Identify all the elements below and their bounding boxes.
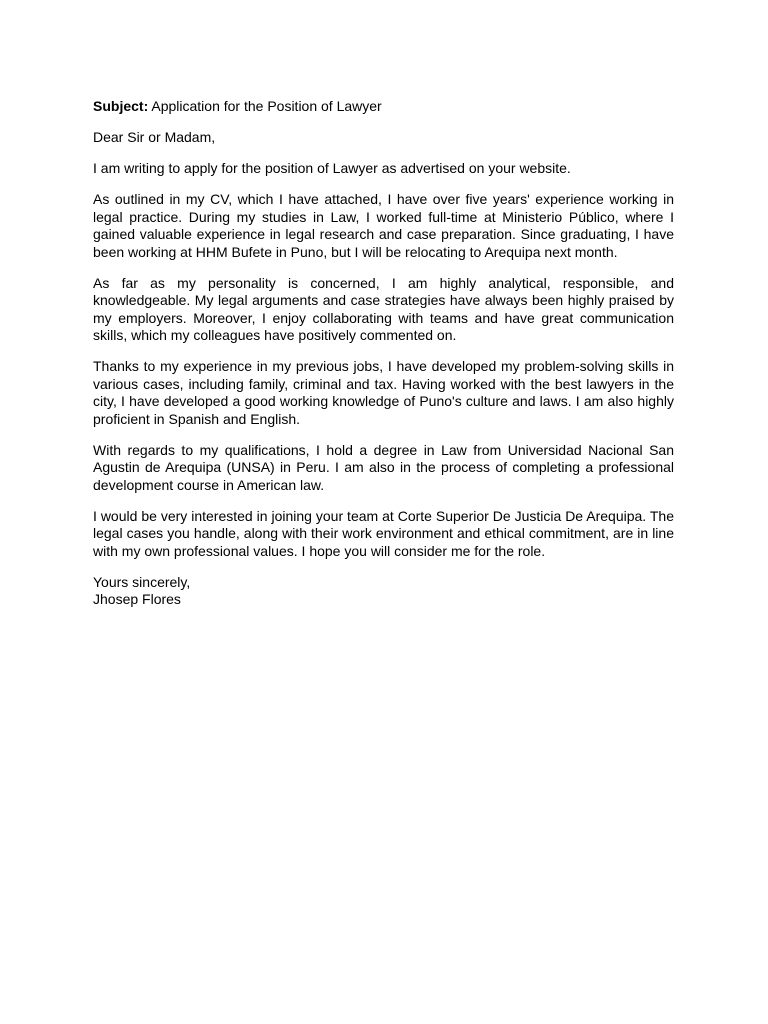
paragraph-skills: Thanks to my experience in my previous jobs, I have developed my problem-solving skills in various cases, including family, criminal and tax. Having worked with the best lawyers in the city, I have developed a good working knowledge of Puno's culture and laws. I am also highly proficient in Spanish and English.	[93, 358, 674, 427]
signature-name: Jhosep Flores	[93, 591, 181, 607]
salutation: Dear Sir or Madam,	[93, 129, 216, 145]
paragraph-intro: I am writing to apply for the position of Lawyer as advertised on your website.	[93, 160, 571, 176]
paragraph-closing-statement: I would be very interested in joining your team at Corte Superior De Justicia De Arequipa. The legal cases you handle, along with their work environment and ethical commitment, are in line with my own professional values. I hope you will consider me for the role.	[93, 507, 674, 559]
subject-label: Subject:	[93, 98, 149, 114]
paragraph-experience: As outlined in my CV, which I have attached, I have over five years' experience working in legal practice. During my studies in Law, I worked full-time at Ministerio Público, where I gained valuable experience in legal research and case preparation. Since graduating, I have been working at HHM Bufete in Puno, but I will be relocating to Arequipa next month.	[93, 191, 674, 260]
subject-line	[93, 98, 674, 116]
paragraph-qualifications: With regards to my qualifications, I hold a degree in Law from Universidad Nacional San Agustin de Arequipa (UNSA) in Peru. I am also in the process of completing a professional development course in American law.	[93, 441, 674, 493]
closing-phrase: Yours sincerely,	[93, 573, 191, 590]
paragraph-personality: As far as my personality is concerned, I am highly analytical, responsible, and knowledgeable. My legal arguments and case strategies have always been highly praised by my employers. Moreover, I enjoy collaborating with teams and have great communication skills, which my colleagues have positively commented on.	[93, 274, 674, 343]
subject-text: Application for the Position of Lawyer	[151, 98, 382, 114]
letter-page	[93, 98, 674, 609]
